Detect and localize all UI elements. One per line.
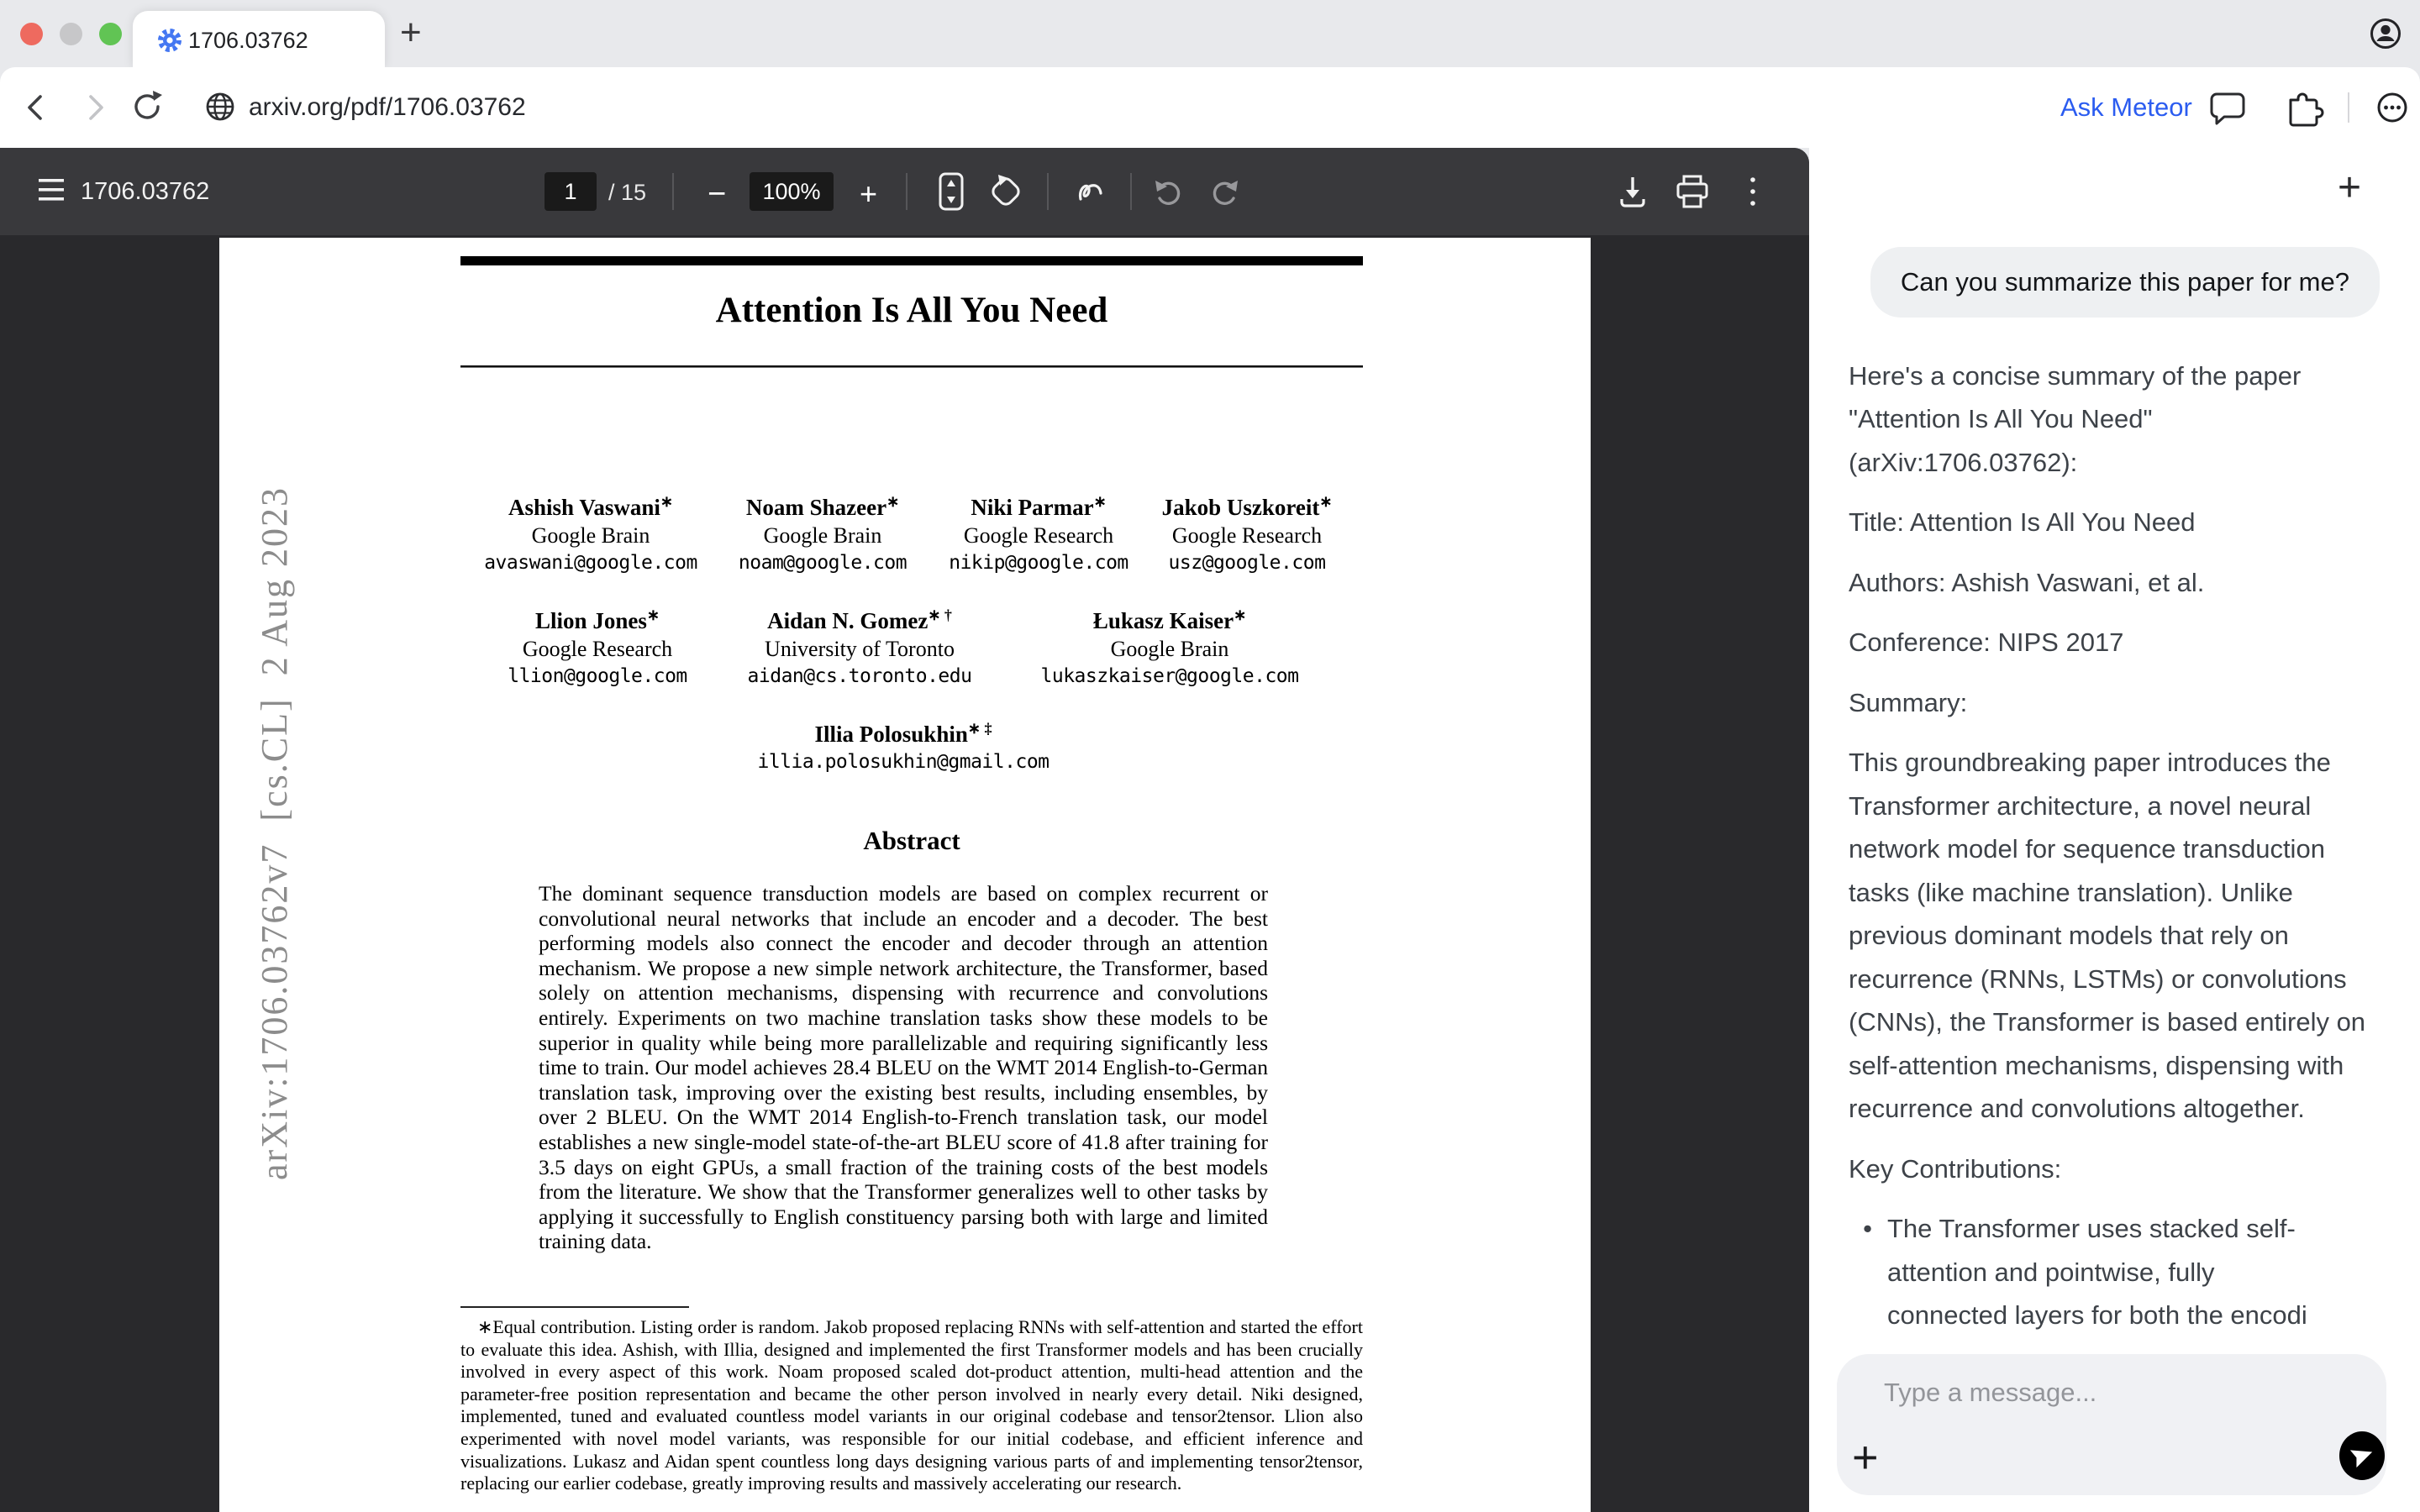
footnote-text: ∗Equal contribution. Listing order is random. Jakob proposed replacing RNNs with self-attention and started the effort to evaluate this idea. Ashish, with Illia, designed and implemented the first Transformer models and has been crucially involved in every aspect of this work. Noam proposed scaled dot-product attention, multi-head attention and the parameter-free position representation and became the other person involved in nearly every detail. Niki designed, implemented, tuned and evaluated countless model variants in our original codebase and tensor2tensor. Llion also experimented with novel model variants, was responsible for our initial codebase, and efficient inference and visualizations. Lukasz and Aidan spent countless long days designing various parts of and implementing tensor2tensor, replacing our earlier codebase, greatly improving results and massively accelerating our research. [460, 1316, 1363, 1494]
pdf-doc-title: 1706.03762 [81, 178, 210, 205]
send-button[interactable] [2339, 1431, 2385, 1480]
title-rule-top [460, 256, 1363, 265]
forward-icon[interactable] [81, 89, 109, 126]
menu-hamburger-icon[interactable] [37, 176, 67, 207]
zoom-out-button[interactable]: − [708, 176, 727, 212]
annotate-pen-icon[interactable] [1074, 176, 1111, 207]
paper-plane-icon [2339, 1431, 2385, 1480]
toolbar-divider [672, 173, 674, 210]
gear-favicon-icon [155, 25, 185, 55]
assistant-key-contributions-label: Key Contributions: [1849, 1153, 2062, 1184]
author-block: Jakob Uszkoreit∗ Google Research usz@google.com [1161, 493, 1333, 574]
zoom-in-button[interactable]: + [860, 176, 878, 211]
attach-plus-button[interactable]: + [1852, 1432, 1879, 1483]
assistant-summary-paragraph: This groundbreaking paper introduces the Transformer architecture, a novel neural network model for sequence transduction tasks (like machine translation). Unlike previous dominant models that rely on recurrence (RNNs, LSTMs) or convolutions (CNNs), the Transformer is based entirely on self-attention mechanisms, dispensing with recurrence and convolutions altogether. [1849, 748, 2366, 1123]
ask-meteor-link[interactable]: Ask Meteor [2060, 92, 2192, 122]
back-icon[interactable] [22, 89, 50, 126]
abstract-text: The dominant sequence transduction models are based on complex recurrent or convolutional neural networks that include an encoder and a decoder. The best performing models also connect the encoder and decoder through an attention mechanism. We propose a new simple network architecture, the Transformer, based solely on attention mechanisms, dispensing with recurrence and convolutions entirely. Experiments on two machine translation tasks show these models to be superior in quality while being more parallelizable and requiring significantly less time to train. Our model achieves 28.4 BLEU on the WMT 2014 English-to-German translation task, improving over the existing best results, including ensembles, by over 2 BLEU. On the WMT 2014 English-to-French translation task, our model establishes a new single-model state-of-the-art BLEU score of 41.8 after training for 3.5 days on eight GPUs, a small fraction of the training costs of the best models from the literature. We show that the Transformer generalizes well to other tasks by applying it successfully to English constituency parsing both with large and limited training data. [539, 881, 1268, 1254]
author-block: Noam Shazeer∗ Google Brain noam@google.com [738, 493, 908, 574]
user-message-bubble: Can you summarize this paper for me? [1870, 247, 2380, 318]
close-window-button[interactable] [20, 23, 43, 45]
abstract-heading: Abstract [863, 826, 960, 855]
print-icon[interactable] [1674, 174, 1711, 211]
assistant-conference-line: Conference: NIPS 2017 [1849, 627, 2124, 657]
page-number-input[interactable]: 1 [544, 172, 597, 211]
url-address[interactable]: arxiv.org/pdf/1706.03762 [249, 93, 526, 121]
chat-bubble-icon[interactable] [2208, 88, 2247, 127]
window-titlebar [0, 0, 2420, 67]
chat-messages [1849, 237, 2380, 1354]
message-input-container [1837, 1354, 2386, 1495]
navbar-divider [2348, 92, 2349, 123]
extensions-puzzle-icon[interactable] [2284, 88, 2324, 127]
browser-tab[interactable] [133, 11, 385, 67]
pdf-page [219, 238, 1591, 1512]
fit-to-page-icon[interactable] [934, 171, 968, 213]
minimize-window-button[interactable] [60, 23, 82, 45]
site-globe-icon [202, 88, 239, 125]
assistant-bullet-item: • The Transformer uses stacked self-attention and pointwise, fully connected layers for both the encodi [1849, 1207, 2380, 1337]
message-input[interactable]: Type a message... [1884, 1378, 2097, 1407]
download-icon[interactable] [1615, 174, 1650, 211]
pdf-toolbar [0, 148, 1809, 235]
zoom-level-input[interactable]: 100% [750, 172, 834, 211]
assistant-authors-line: Authors: Ashish Vaswani, et al. [1849, 567, 2205, 597]
toolbar-divider [1047, 173, 1049, 210]
toolbar-divider [1130, 173, 1132, 210]
new-tab-button[interactable]: + [400, 12, 422, 53]
toolbar-divider [906, 173, 908, 210]
title-rule-bottom [460, 365, 1363, 368]
author-block: Niki Parmar∗ Google Research nikip@google.com [949, 493, 1128, 574]
page-count-label: / 15 [608, 180, 647, 205]
author-block: Łukasz Kaiser∗ Google Brain lukaszkaiser@google.com [1040, 606, 1299, 687]
browser-navbar [0, 67, 2420, 148]
more-options-kebab-icon[interactable] [1744, 173, 1761, 212]
undo-icon[interactable] [1151, 175, 1186, 210]
arxiv-watermark: arXiv:1706.03762v7 [cs.CL] 2 Aug 2023 [254, 486, 295, 1180]
author-block: Llion Jones∗ Google Research llion@google.com [508, 606, 687, 687]
rotate-icon[interactable] [986, 172, 1025, 211]
more-menu-icon[interactable] [2373, 88, 2412, 127]
bullet-marker [1849, 1207, 1887, 1337]
redo-icon[interactable] [1207, 175, 1242, 210]
author-block: Ashish Vaswani∗ Google Brain avaswani@google.com [484, 493, 697, 574]
assistant-message-intro: Here's a concise summary of the paper "Attention Is All You Need" (arXiv:1706.03762): [1849, 360, 2302, 477]
paper-title: Attention Is All You Need [715, 291, 1108, 330]
footnote-rule [460, 1306, 689, 1308]
assistant-title-line: Title: Attention Is All You Need [1849, 507, 2196, 537]
profile-avatar-icon[interactable] [2369, 17, 2402, 50]
tab-title: 1706.03762 [188, 28, 308, 53]
author-block: Aidan N. Gomez∗ † University of Toronto aidan@cs.toronto.edu [747, 606, 972, 687]
maximize-window-button[interactable] [99, 23, 122, 45]
assistant-summary-label: Summary: [1849, 687, 1968, 717]
pdf-viewer [0, 148, 1809, 1512]
reload-icon[interactable] [128, 87, 166, 126]
new-chat-button[interactable]: + [2338, 165, 2362, 210]
author-block: Illia Polosukhin∗ ‡ illia.polosukhin@gmail.com [757, 720, 1050, 773]
